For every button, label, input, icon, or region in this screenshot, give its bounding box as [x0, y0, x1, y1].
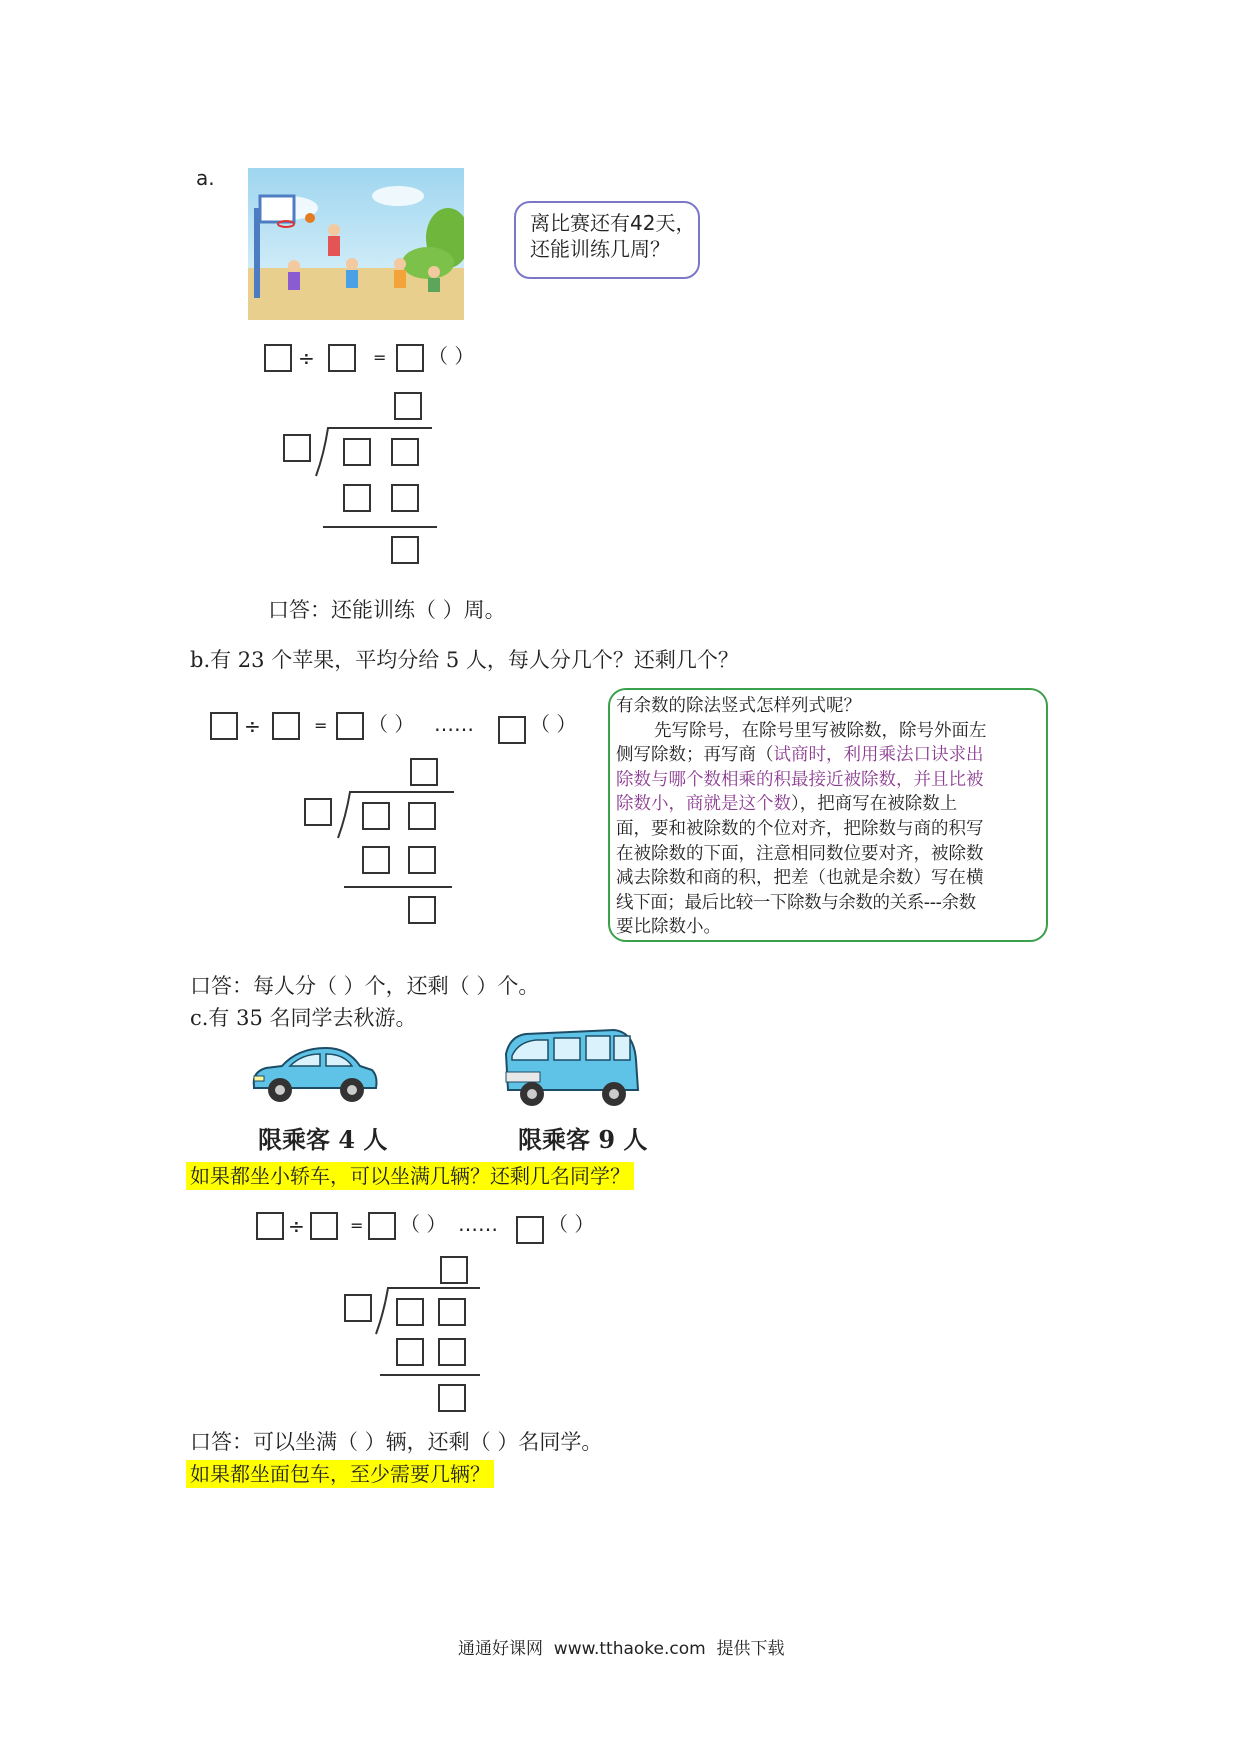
answer-box[interactable] [256, 1212, 284, 1240]
tip-note [608, 688, 1048, 942]
note-line: 侧写除数；再写商（试商时，利用乘法口诀求出 [616, 745, 984, 766]
footer-text: 通通好课网 www.tthaoke.com 提供下载 [458, 1639, 785, 1659]
answer-box[interactable] [498, 716, 526, 744]
note-line: 要比除数小。 [616, 917, 721, 938]
question-c-2: 如果都坐面包车，至少需要几辆？ [186, 1464, 494, 1484]
answer-b: 口答：每人分（ ）个，还剩（ ）个。 [190, 974, 540, 998]
dividend-box[interactable] [396, 1298, 424, 1326]
car-capacity-label: 限乘客 4 人 [258, 1125, 388, 1154]
unit-paren: （ ） [400, 1212, 447, 1236]
divide-sign: ÷ [244, 714, 261, 738]
speech-line-1: 离比赛还有42天， [530, 211, 696, 235]
answer-box[interactable] [336, 712, 364, 740]
car-illustration [248, 1036, 380, 1110]
remainder-box[interactable] [408, 896, 436, 924]
quotient-box[interactable] [440, 1256, 468, 1284]
unit-paren: （ ） [530, 712, 577, 736]
unit-paren: （ ） [368, 712, 415, 736]
divide-sign: ÷ [298, 346, 315, 370]
answer-box[interactable] [368, 1212, 396, 1240]
problem-a-label: a. [196, 166, 215, 190]
remainder-box[interactable] [438, 1384, 466, 1412]
question-c-1: 如果都坐小轿车，可以坐满几辆？还剩几名同学？ [186, 1166, 634, 1186]
van-capacity-label: 限乘客 9 人 [518, 1125, 648, 1154]
note-line: 除数与哪个数相乘的积最接近被除数，并且比被 [616, 769, 984, 790]
answer-box[interactable] [264, 344, 292, 372]
division-bracket [336, 788, 456, 840]
dividend-box[interactable] [343, 438, 371, 466]
question-b: b.有 23 个苹果，平均分给 5 人，每人分几个？还剩几个？ [190, 648, 739, 672]
note-line: 先写除号，在除号里写被除数，除号外面左 [654, 720, 987, 741]
note-line: 线下面；最后比较一下除数与余数的关系---余数 [616, 892, 976, 913]
quotient-box[interactable] [394, 392, 422, 420]
remainder-box[interactable] [391, 536, 419, 564]
answer-box[interactable] [396, 344, 424, 372]
answer-box[interactable] [210, 712, 238, 740]
product-box[interactable] [408, 846, 436, 874]
unit-paren: （ ） [548, 1212, 595, 1236]
note-line: 在被除数的下面，注意相同数位要对齐，被除数 [616, 843, 984, 864]
product-box[interactable] [362, 846, 390, 874]
ellipsis-dots: …… [434, 712, 474, 736]
product-box[interactable] [396, 1338, 424, 1366]
answer-box[interactable] [310, 1212, 338, 1240]
unit-paren: （ ） [428, 344, 475, 368]
note-line: 减去除数和商的积，把差（也就是余数）写在横 [616, 868, 984, 889]
ellipsis-dots: …… [458, 1212, 498, 1236]
answer-a: 口答：还能训练（ ）周。 [268, 598, 506, 622]
speech-line-2: 还能训练几周？ [530, 237, 670, 261]
van-illustration [496, 1020, 646, 1112]
division-bracket [374, 1284, 484, 1336]
question-c: c.有 35 名同学去秋游。 [190, 1006, 417, 1030]
product-box[interactable] [391, 484, 419, 512]
divide-sign: ÷ [288, 1214, 305, 1238]
dividend-box[interactable] [438, 1298, 466, 1326]
note-line: 除数小，商就是这个数），把商写在被除数上 [616, 794, 958, 815]
equals-sign: = [350, 1216, 364, 1235]
basketball-illustration [248, 168, 464, 320]
subtraction-line [344, 886, 452, 888]
dividend-box[interactable] [391, 438, 419, 466]
equals-sign: = [314, 716, 328, 735]
note-line: 有余数的除法竖式怎样列式呢？ [616, 696, 861, 716]
divisor-box[interactable] [344, 1294, 372, 1322]
divisor-box[interactable] [283, 434, 311, 462]
subtraction-line [380, 1374, 480, 1376]
divisor-box[interactable] [304, 798, 332, 826]
quotient-box[interactable] [410, 758, 438, 786]
product-box[interactable] [438, 1338, 466, 1366]
dividend-box[interactable] [362, 802, 390, 830]
answer-box[interactable] [328, 344, 356, 372]
subtraction-line [323, 526, 437, 528]
answer-box[interactable] [272, 712, 300, 740]
answer-c: 口答：可以坐满（ ）辆，还剩（ ）名同学。 [190, 1430, 603, 1454]
product-box[interactable] [343, 484, 371, 512]
equals-sign: = [373, 348, 387, 367]
answer-box[interactable] [516, 1216, 544, 1244]
note-line: 面，要和被除数的个位对齐，把除数与商的积写 [616, 818, 984, 839]
dividend-box[interactable] [408, 802, 436, 830]
